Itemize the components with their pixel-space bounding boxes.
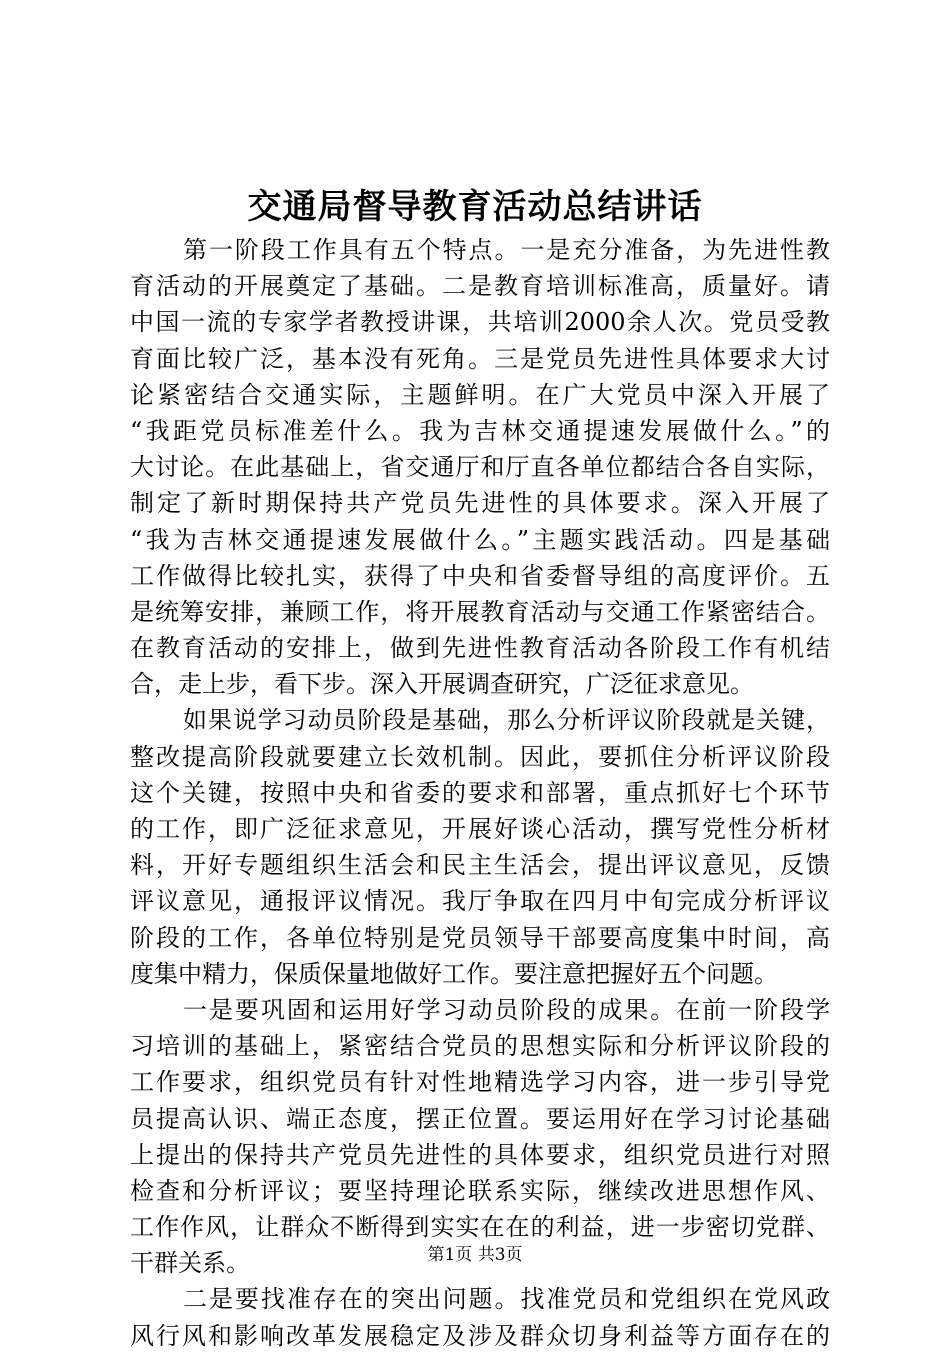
- text-line: 的工作，即广泛征求意见，开展好谈心活动，撰写党性分析材: [130, 815, 830, 843]
- text-line: 员提高认识、端正态度，摆正位置。要运用好在学习讨论基础: [130, 1104, 830, 1133]
- text-line: 评议意见，通报评议情况。我厅争取在四月中旬完成分析评议: [130, 887, 830, 916]
- text-line: 检查和分析评议；要坚持理论联系实际，继续改进思想作风、: [130, 1176, 830, 1205]
- text-line: 在教育活动的安排上，做到先进性教育活动各阶段工作有机结: [130, 634, 830, 663]
- text-line: 干群关系。: [130, 1249, 250, 1278]
- text-line: 这个关键，按照中央和省委的要求和部署，重点抓好七个环节: [130, 778, 830, 807]
- text-line: 制定了新时期保持共产党员先进性的具体要求。深入开展了: [130, 489, 830, 518]
- text-line: 育活动的开展奠定了基础。二是教育培训标准高，质量好。请: [130, 272, 830, 301]
- text-line: 育面比较广泛，基本没有死角。三是党员先进性具体要求大讨: [130, 344, 830, 373]
- text-line: 工作作风，让群众不断得到实实在在的利益，进一步密切党群、: [130, 1213, 830, 1242]
- document-body: [130, 232, 830, 1354]
- text-line: 上提出的保持共产党员先进性的具体要求，组织党员进行对照: [130, 1140, 830, 1169]
- text-line: 论紧密结合交通实际，主题鲜明。在广大党员中深入开展了: [130, 380, 830, 409]
- text-line: 整改提高阶段就要建立长效机制。因此，要抓住分析评议阶段: [130, 742, 830, 771]
- text-line: 工作要求，组织党员有针对性地精选学习内容，进一步引导党: [130, 1068, 830, 1097]
- text-line: “我距党员标准差什么。我为吉林交通提速发展做什么。”的: [130, 416, 830, 445]
- text-line: 阶段的工作，各单位特别是党员领导干部要高度集中时间，高: [130, 923, 830, 952]
- text-line: 一是要巩固和运用好学习动员阶段的成果。在前一阶段学: [183, 995, 830, 1024]
- text-line: 料，开好专题组织生活会和民主生活会，提出评议意见，反馈: [130, 851, 830, 880]
- text-line: 第一阶段工作具有五个特点。一是充分准备，为先进性教: [183, 236, 830, 264]
- text-line: 如果说学习动员阶段是基础，那么分析评议阶段就是关键，: [183, 706, 830, 735]
- text-line: 中国一流的专家学者教授讲课，共培训2000余人次。党员受教: [130, 308, 830, 337]
- text-line: 风行风和影响改革发展稳定及涉及群众切身利益等方面存在的: [130, 1321, 830, 1350]
- text-line: 工作做得比较扎实，获得了中央和省委督导组的高度评价。五: [130, 561, 830, 590]
- text-line: 度集中精力，保质保量地做好工作。要注意把握好五个问题。: [130, 959, 778, 988]
- page-footer: 第1页 共3页: [427, 1245, 523, 1265]
- text-line: 合，走上步，看下步。深入开展调查研究，广泛征求意见。: [130, 670, 754, 699]
- text-line: 习培训的基础上，紧密结合党员的思想实际和分析评议阶段的: [130, 1032, 830, 1061]
- text-line: 二是要找准存在的突出问题。找准党员和党组织在党风政: [183, 1285, 830, 1314]
- text-line: 是统筹安排，兼顾工作，将开展教育活动与交通工作紧密结合。: [130, 597, 830, 626]
- document-title: 交通局督导教育活动总结讲话: [247, 187, 703, 227]
- text-line: 大讨论。在此基础上，省交通厅和厅直各单位都结合各自实际，: [130, 453, 830, 482]
- text-line: “我为吉林交通提速发展做什么。”主题实践活动。四是基础: [130, 525, 830, 554]
